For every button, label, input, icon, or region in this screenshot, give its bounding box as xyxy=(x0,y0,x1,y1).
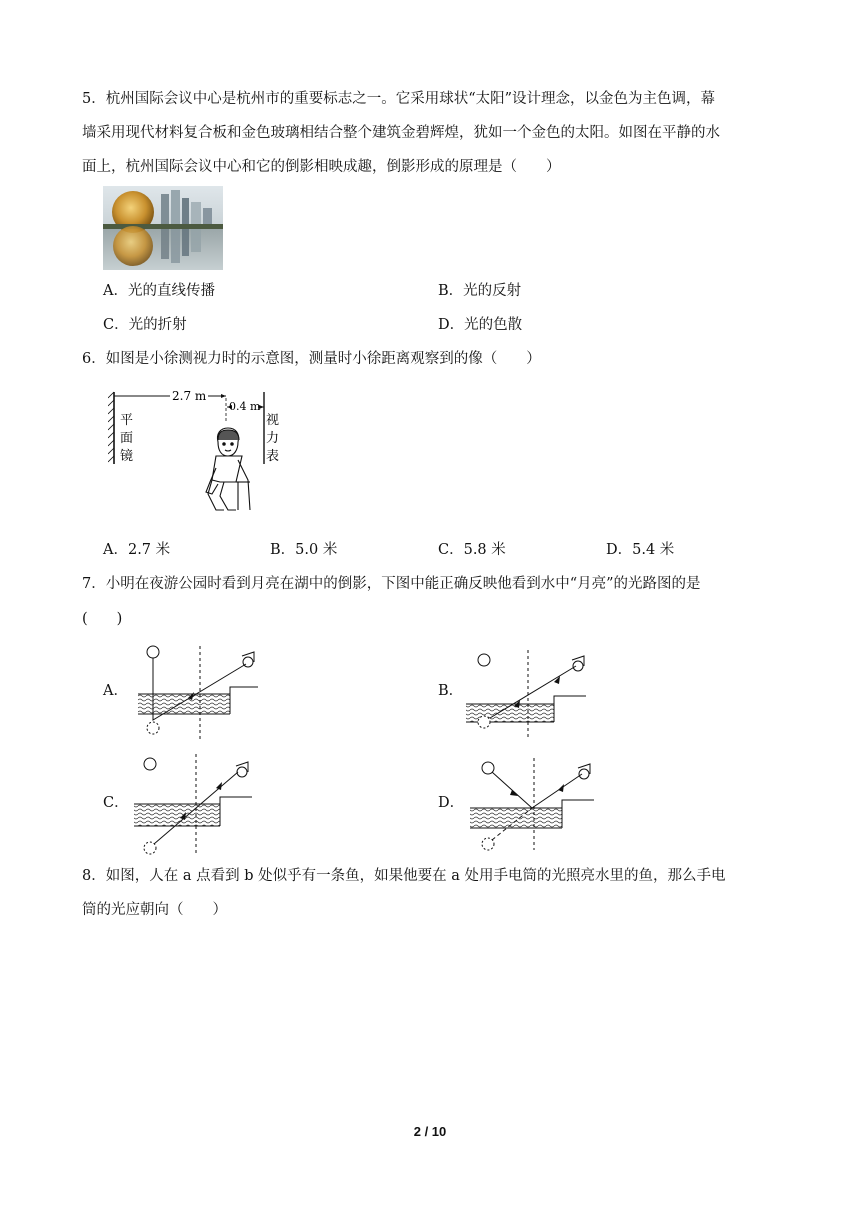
q6-distance-total: 2.7 m xyxy=(172,389,207,403)
q6-seated-person xyxy=(206,428,250,510)
q6-mirror-label-2: 面 xyxy=(120,431,134,446)
q6-mirror-label-1: 平 xyxy=(120,413,134,428)
q5-option-c: C．光的折射 xyxy=(103,317,187,333)
q5-option-d: D．光的色散 xyxy=(438,317,523,333)
q7-option-a: A． xyxy=(103,683,128,699)
q7-option-c: C． xyxy=(103,795,129,811)
q6-chart-label-3: 表 xyxy=(266,449,280,464)
q6-option-a: A．2.7 米 xyxy=(103,542,171,558)
q5-photo-reflection xyxy=(103,186,223,270)
q5-option-b: B．光的反射 xyxy=(438,283,522,299)
q7-diagram-c xyxy=(130,752,260,856)
q6-option-b: B．5.0 米 xyxy=(270,542,338,558)
q7-option-b: B． xyxy=(438,683,464,699)
q7-line-1: 7．小明在夜游公园时看到月亮在湖中的倒影，下图中能正确反映他看到水中“月亮”的光路图的是 xyxy=(82,576,701,592)
q6-distance-short: 0.4 m xyxy=(229,400,261,413)
q5-line-2: 墙采用现代材料复合板和金色玻璃相结合整个建筑金碧辉煌，犹如一个金色的太阳。如图在平静的水 xyxy=(82,125,720,141)
q6-line-1: 6．如图是小徐测视力时的示意图，测量时小徐距离观察到的像（ ） xyxy=(82,351,541,367)
q8-line-1: 8．如图，人在 a 点看到 b 处似乎有一条鱼，如果他要在 a 处用手电筒的光照亮水里的鱼，那么手电 xyxy=(82,868,726,884)
q7-diagram-d xyxy=(466,756,600,852)
q6-eye-test-diagram xyxy=(108,384,290,520)
page-number: 2 / 10 xyxy=(413,1124,447,1139)
q5-line-3: 面上，杭州国际会议中心和它的倒影相映成趣，倒影形成的原理是（ ） xyxy=(82,159,561,175)
q7-diagram-a xyxy=(130,642,260,742)
q6-mirror-label-3: 镜 xyxy=(120,449,134,464)
q6-chart-label-1: 视 xyxy=(266,413,280,428)
q8-line-2: 筒的光应朝向（ ） xyxy=(82,902,227,918)
q6-chart-label-2: 力 xyxy=(266,431,280,446)
q7-line-2: ( ) xyxy=(82,611,123,627)
q7-option-d: D． xyxy=(438,795,465,811)
q6-option-c: C．5.8 米 xyxy=(438,542,506,558)
q5-line-1: 5．杭州国际会议中心是杭州市的重要标志之一。它采用球状“太阳”设计理念，以金色为主色调，幕 xyxy=(82,91,716,107)
q5-option-a: A．光的直线传播 xyxy=(103,283,215,299)
q6-option-d: D．5.4 米 xyxy=(606,542,675,558)
q7-diagram-b xyxy=(462,648,592,740)
